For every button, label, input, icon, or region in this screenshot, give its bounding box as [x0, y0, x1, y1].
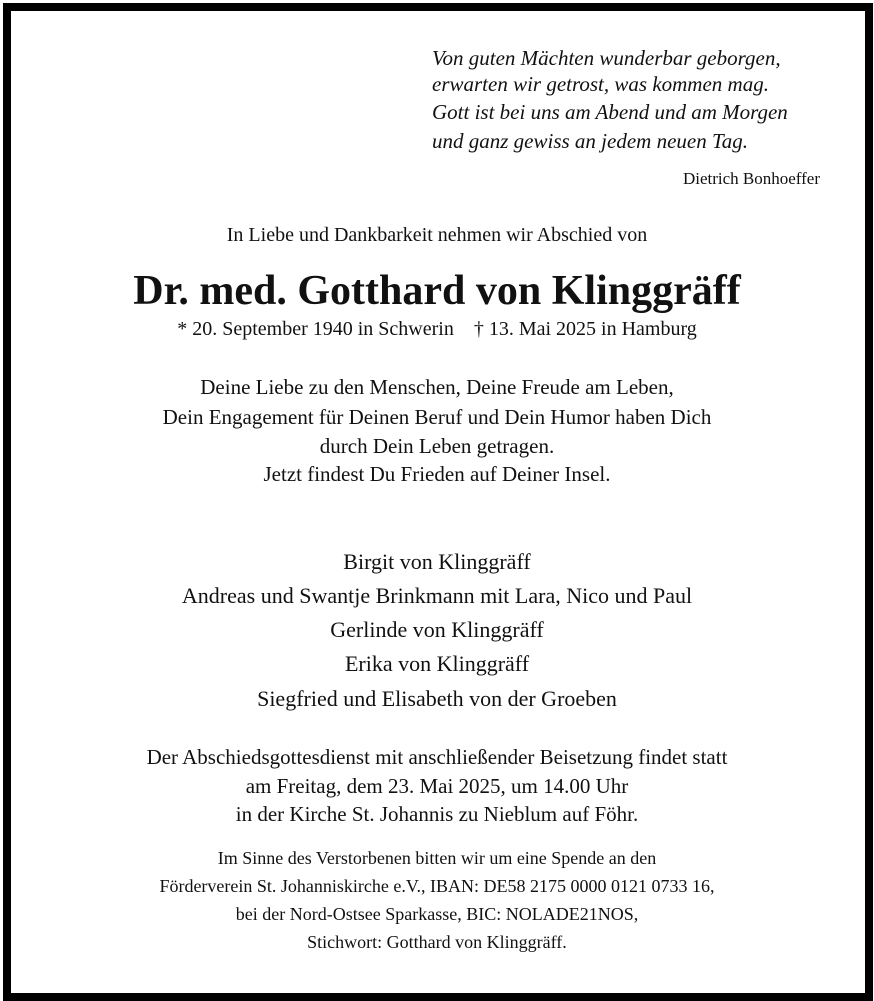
poem-line: erwarten wir getrost, was kommen mag. [432, 72, 769, 96]
mourner-name: Birgit von Klinggräff [343, 549, 531, 574]
tribute-line: Dein Engagement für Deinen Beruf und Dein Humor haben Dich [162, 405, 712, 429]
poem-line: Gott ist bei uns am Abend und am Morgen [432, 100, 788, 124]
intro-text: In Liebe und Dankbarkeit nehmen wir Abschied von [226, 224, 648, 246]
poem-author: Dietrich Bonhoeffer [682, 169, 820, 188]
birth-date: * 20. September 1940 in Schwerin [177, 318, 454, 340]
tribute-line: Deine Liebe zu den Menschen, Deine Freude am Leben, [200, 375, 674, 399]
poem-line: Von guten Mächten wunderbar geborgen, [432, 46, 781, 70]
tribute-line: Jetzt findest Du Frieden auf Deiner Insel. [263, 462, 611, 486]
tribute-line: durch Dein Leben getragen. [319, 434, 555, 458]
mourner-name: Siegfried und Elisabeth von der Groeben [257, 686, 617, 711]
death-date: † 13. Mai 2025 in Hamburg [473, 318, 697, 340]
donation-line: Förderverein St. Johanniskirche e.V., IBAN: DE58 2175 0000 0121 0733 16, [159, 876, 715, 896]
donation-line: Stichwort: Gotthard von Klinggräff. [307, 932, 567, 952]
mourner-name: Erika von Klinggräff [344, 651, 530, 676]
donation-line: bei der Nord-Ostsee Sparkasse, BIC: NOLADE21NOS, [235, 904, 639, 924]
service-line: Der Abschiedsgottesdienst mit anschließender Beisetzung findet statt [146, 745, 728, 769]
deceased-name: Dr. med. Gotthard von Klinggräff [133, 268, 741, 314]
service-line: in der Kirche St. Johannis zu Nieblum auf Föhr. [235, 802, 639, 826]
mourner-name: Gerlinde von Klinggräff [330, 617, 544, 642]
donation-line: Im Sinne des Verstorbenen bitten wir um eine Spende an den [217, 848, 657, 868]
poem-line: und ganz gewiss an jedem neuen Tag. [432, 129, 748, 153]
mourner-name: Andreas und Swantje Brinkmann mit Lara, Nico und Paul [181, 583, 693, 608]
service-line: am Freitag, dem 23. Mai 2025, um 14.00 Uhr [245, 774, 629, 798]
life-dates [0, 318, 874, 341]
